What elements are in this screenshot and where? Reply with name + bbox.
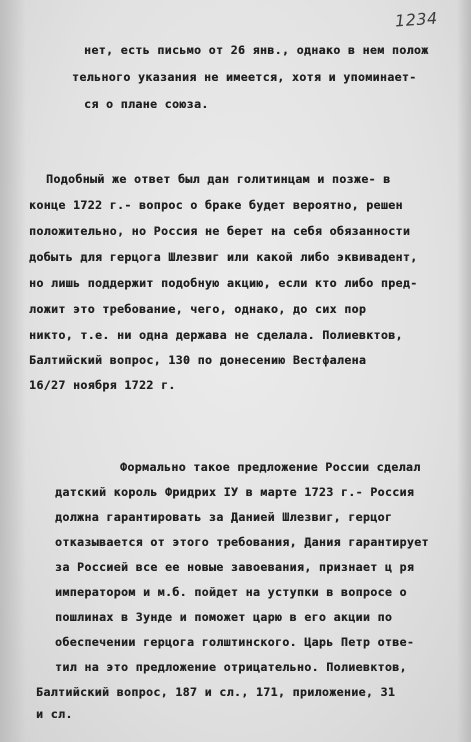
text-line: должна гарантировать за Данией Шлезвиг, герцог: [55, 510, 393, 524]
text-line: за Россией все ее новые завоевания, признает ц ря: [55, 560, 415, 574]
text-line: нет, есть письмо от 26 янв., однако в нем полож: [84, 43, 429, 57]
text-line: пошлинах в Зунде и поможет царю в его акции по: [55, 610, 393, 624]
scan-edge-shadow-right: [457, 0, 471, 742]
text-line: императором и м.б. пойдет на уступки в вопросе о: [55, 585, 407, 599]
text-line: тил на это предложение отрицательно. Полиевктов,: [55, 660, 407, 674]
text-line: добыть для герцога Шлезвиг или какой либо эквивадент,: [29, 250, 418, 264]
text-line: конце 1722 г.- вопрос о браке будет вероятно, решен: [29, 198, 403, 212]
text-line: Балтийский вопрос, 187 и сл., 171, приложение, 31: [36, 685, 396, 699]
text-line: никто, т.е. ни одна держава не сделала. Полиевктов,: [29, 328, 403, 342]
text-line: Подобный же ответ был дан голитинцам и позже- в: [46, 172, 391, 186]
text-line: ся о плане союза.: [84, 97, 209, 111]
text-line: Формально такое предложение России сделал: [120, 460, 421, 474]
text-line: положительно, но Россия не берет на себя обязанности: [29, 224, 411, 238]
scan-edge-shadow-left: [0, 0, 26, 742]
handwritten-page-number: 1234: [394, 8, 439, 31]
text-line: тельного указания не имеется, хотя и упоминает-: [72, 70, 417, 84]
text-line: 16/27 ноября 1722 г.: [29, 378, 176, 392]
text-line: ложит это требование, чего, однако, до сих пор: [29, 302, 367, 316]
text-line: Балтийский вопрос, 130 по донесению Вестфалена: [29, 353, 367, 367]
text-line: датский король Фридрих IУ в марте 1723 г.- Россия: [55, 485, 415, 499]
text-line: отказывается от этого требования, Дания гарантирует: [55, 535, 429, 549]
text-line: обеспечении герцога голштинского. Царь Петр отве-: [55, 635, 415, 649]
text-line: и сл.: [36, 707, 73, 721]
text-line: но лишь поддержит подобную акцию, если кто либо пред-: [29, 276, 418, 290]
